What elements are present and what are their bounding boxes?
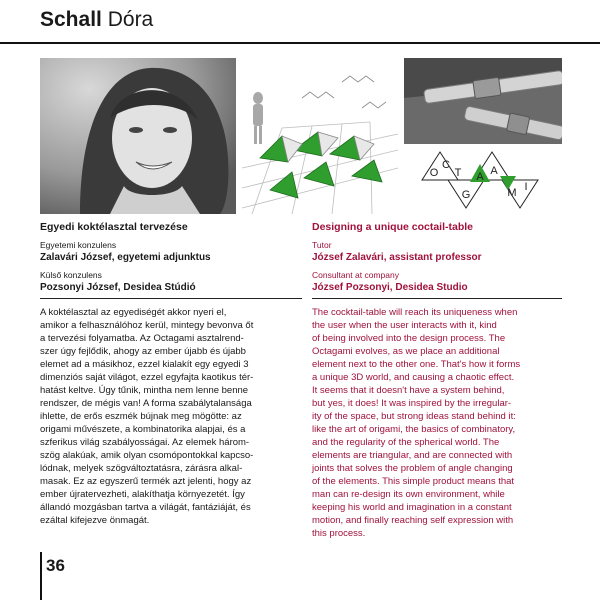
english-body-line: of being involved into the design process. The [312,333,506,344]
hungarian-body-line: dimenziós saját világot, ezzel egyfajta kaotikus tér- [40,372,254,383]
hungarian-body-line: lódnak, melyek szögváltoztatásra, zárásra alkal- [40,463,243,474]
hungarian-body-line: ihlette, de erős eszmék bújnak meg mögötte: az [40,411,242,422]
english-description [312,306,562,540]
logo-letter: M [507,187,517,199]
english-body-line: of the elements. This simple product means that [312,476,515,487]
hungarian-body-line: elemet ad a másikhoz, ezzel kialakít egy egyedi 3 [40,359,249,370]
english-body-line: a unique 3D world, and causing a chaotic effect. [312,372,515,383]
hungarian-body-line: a tervezési folyamatba. Az Octagami asztalrend- [40,333,244,344]
hungarian-body-line: ember újratervezheti, alakíthatja környezetét. Így [40,489,245,500]
logo-letter: O [429,167,439,179]
hungarian-body-line: állandó mozgásban tartva a világát, fantáziáját, és [40,502,251,513]
english-body-line: man can re-design its own environment, while [312,489,505,500]
hungarian-title: Egyedi koktélasztal tervezése [40,221,188,233]
english-body-line: The cocktail-table will reach its uniqueness when [312,307,518,318]
hungarian-body-line: szög alakúak, amik olyan csomópontokkal kapcso- [40,450,254,461]
hungarian-external: Pozsonyi József, Desidea Stúdió [40,282,196,293]
hungarian-body-line: hatást keltve. Úgy tűnik, mintha nem lenne benne [40,385,249,396]
hungarian-supervisor-label: Egyetemi konzulens [40,240,117,250]
english-body-line: and the regularity of the spherical world. The [312,437,500,448]
left-divider [40,298,302,299]
english-body-line: element next to the other one. That's how it forms [312,359,521,370]
english-body-line: but yes, it does! It was inspired by the irregular- [312,398,512,409]
english-body-line: motion, and finally reaching self expression with [312,515,514,526]
page-number: 36 [46,556,65,575]
logo-letter: A [490,165,498,177]
hungarian-body-line: A koktélasztal az egyediségét akkor nyeri el, [40,307,227,318]
logo-letter: C [442,159,450,171]
hungarian-body-line: origami művészete, a kombinatorika alapjai, és a [40,424,246,435]
hungarian-body-line: masak. Ez az egyszerű termék azt jelenti, hogy az [40,476,252,487]
designer-portrait-photo [40,58,236,214]
english-external: József Pozsonyi, Desidea Studio [312,282,468,293]
english-supervisor-label: Tutor [312,240,332,250]
hungarian-body-line: ezáltal kifejezve önmagát. [40,515,150,526]
octagami-render-image [242,58,398,214]
english-body-line: the user when the user interacts with it, kind [312,320,497,331]
english-body-line: keeping his world and imagination in a constant [312,502,512,513]
right-divider [312,298,562,299]
hungarian-supervisor: Zalavári József, egyetemi adjunktus [40,252,211,263]
designer-name [40,6,153,34]
english-title: Designing a unique coctail-table [312,221,474,233]
english-body-line: this process. [312,528,366,539]
hungarian-external-label: Külső konzulens [40,270,102,280]
page-number-rule [40,552,42,600]
logo-letter: T [454,167,462,179]
designer-surname: Schall [40,8,102,31]
english-body-line: It seems that it doesn't have a system behind, [312,385,505,396]
hungarian-credits [40,220,302,294]
hungarian-body-line: szer úgy fejlődik, ahogy az ember újabb és újabb [40,346,246,357]
english-body-line: joints that solves the problem of angle changing [312,463,513,474]
logo-letter: A [476,171,484,183]
octagami-joint-photo [404,58,562,214]
hungarian-body-line: szferikus világ szabályosságai. Az elemek három- [40,437,250,448]
english-body-line: Octagami evolves, as we place an additional [312,346,500,357]
logo-letter: G [461,189,471,201]
english-body-line: ity of the space, but strong ideas stand behind it: [312,411,516,422]
header-rule [0,42,600,44]
english-external-label: Consultant at company [312,270,399,280]
logo-letter: I [524,181,528,193]
english-credits [312,220,562,294]
designer-given-name: Dóra [107,8,154,31]
hungarian-body-line: amikor a felhasználóhoz kerül, mintegy bevonva őt [40,320,254,331]
english-supervisor: József Zalavári, assistant professor [312,252,482,263]
english-body-line: like the art of origami, the basics of combinatory, [312,424,516,435]
hungarian-description [40,306,302,527]
english-body-line: elements are triangular, and are connected with [312,450,513,461]
hungarian-body-line: rendszer, de mégis van! A forma szabálytalansága [40,398,252,409]
